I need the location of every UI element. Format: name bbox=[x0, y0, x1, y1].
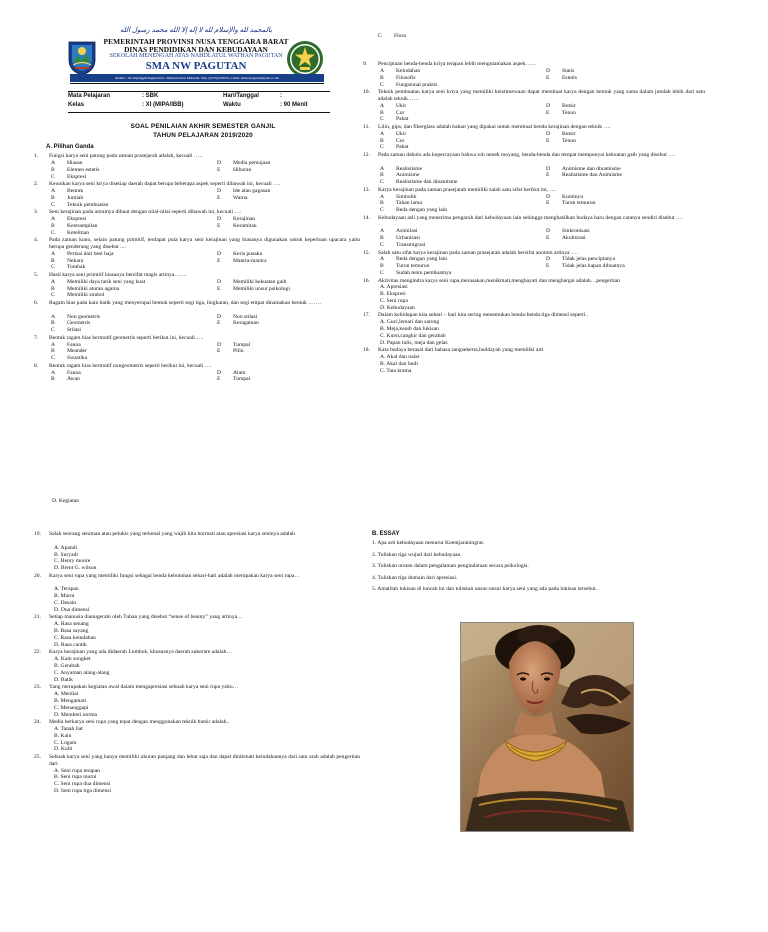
option-letter: D bbox=[217, 159, 222, 166]
option-20-2: C. Desain bbox=[54, 600, 77, 607]
day-value: : bbox=[280, 93, 282, 99]
option-text: Turun temurun bbox=[396, 263, 430, 270]
option-21-3: D. Rasa cantik bbox=[54, 641, 87, 648]
option-23-2: C. Menanggapi bbox=[54, 704, 89, 711]
question-text: Aktivitas mengindra karya seni rupa,merasakan,menikmati,menghayati dan menghargai adalah…pengertian bbox=[378, 277, 620, 284]
option-letter: D bbox=[546, 193, 551, 200]
option-text: Sinkronisasi bbox=[562, 228, 590, 235]
option-letter: E bbox=[546, 235, 550, 242]
option-text: Tumpal bbox=[233, 341, 251, 348]
essay-list bbox=[372, 540, 712, 600]
option-text: Beda dengan yang lain bbox=[396, 207, 448, 214]
option-letter: C bbox=[380, 81, 384, 88]
option-letter: D bbox=[546, 130, 551, 137]
question-text: Yang merupakan kegiatan awal dalam mengapresiasi sebuah karya seni rupa yaitu… bbox=[49, 684, 239, 691]
option-letter: C bbox=[51, 327, 55, 334]
option-20-3: D. Dua dimensi bbox=[54, 606, 90, 613]
option-letter: E bbox=[217, 222, 221, 229]
option-text: Nekara bbox=[67, 257, 84, 264]
option-text: Memiliki aturan agama bbox=[67, 285, 120, 292]
question-number: 24. bbox=[34, 718, 41, 725]
question-text: Penciptaan benda-benda kriya terapan lebih mengutamakan aspek…… bbox=[378, 61, 537, 67]
question-text: Karya kerajinan yang ada didaerah Lombok, khususnya daerah sukerare adalah… bbox=[49, 649, 232, 656]
option-letter: E bbox=[217, 348, 221, 355]
option-letter: B bbox=[51, 222, 55, 229]
option-text: Estetis bbox=[562, 74, 577, 81]
option-letter: C bbox=[380, 144, 384, 151]
question-text: Pada zaman kuno, selain patung primitif, terdapat pula karya seni kerajinan yang biasanya digunakan untuk keperluan upacara yaitu berupa genderang yang disebut .... bbox=[49, 237, 360, 250]
option-19-0: A. Apandi bbox=[54, 544, 77, 551]
option-letter: E bbox=[217, 194, 221, 201]
option-17-0: A. Guci,lemari dan sarung bbox=[380, 319, 440, 326]
option-text: Butsir bbox=[562, 130, 576, 137]
painting-woman-portrait bbox=[461, 623, 634, 832]
option-letter: B bbox=[51, 194, 55, 201]
option-23-3: D. Memberi norma bbox=[54, 711, 98, 718]
class-value: : XI (MIPA/IBB) bbox=[142, 102, 184, 108]
question-number: 25. bbox=[34, 753, 41, 760]
option-letter: E bbox=[546, 109, 550, 116]
option-text: Fauna bbox=[67, 369, 81, 376]
question-text: Setiap manusia dianugerahi oleh Tuhan yang disebut “sense of beauty” yang artinya… bbox=[49, 614, 243, 621]
option-text: Cor bbox=[396, 137, 405, 144]
option-text: Memiliki kekuatan gaib bbox=[233, 278, 287, 285]
option-16-0: A. Apresiasi bbox=[380, 284, 408, 291]
option-letter: D bbox=[217, 187, 222, 194]
option-25-2: C. Seni rupa dua dimensi bbox=[54, 781, 111, 788]
option-letter: A bbox=[51, 341, 56, 348]
question-number: 23. bbox=[34, 684, 41, 691]
option-text: Awan bbox=[67, 376, 80, 383]
option-text: Ukir bbox=[396, 102, 407, 109]
option-letter: D bbox=[217, 369, 222, 376]
essay-question-5: 5. Amatilah lukisan di bawah ini dan tuliskan unsur-unsur karya seni yang ada pada lukisan tersebut. bbox=[372, 586, 597, 592]
question-number: 21. bbox=[34, 614, 41, 621]
section-b-heading: B. ESSAY bbox=[372, 531, 400, 537]
option-text: Pilin bbox=[233, 348, 244, 355]
essay-question-4: 4. Tuliskan tiga domain dari apresiasi. bbox=[372, 574, 458, 581]
option-text: Akulturasi bbox=[562, 235, 586, 242]
option-letter: E bbox=[546, 263, 550, 270]
option-letter: B bbox=[380, 172, 384, 179]
option-text: Sudah tentu pembuatnya bbox=[396, 270, 452, 277]
option-18-2: C. Tata krama bbox=[380, 367, 412, 374]
option-letter: B bbox=[380, 137, 384, 144]
option-letter: A bbox=[51, 187, 56, 194]
question-number: 14. bbox=[363, 214, 370, 221]
questions-column-right bbox=[363, 61, 708, 441]
option-24-2: C. Logam bbox=[54, 739, 77, 746]
option-23-0: A. Menilai bbox=[54, 690, 79, 697]
question-text: Karya kerajinan pada zaman prasejarah memiliki salah satu sifat berikut ini, …. bbox=[378, 186, 557, 193]
option-letter: A bbox=[380, 102, 385, 109]
option-letter: A bbox=[51, 313, 56, 320]
option-24-1: B. Kain bbox=[54, 732, 72, 739]
option-text: Tidak jelas kapan dibuatnya bbox=[562, 263, 625, 270]
option-text: Urbanisasi bbox=[396, 235, 420, 242]
question-text: Hasil karya seni primitif biasanya bersifat magis artinya……. bbox=[49, 271, 187, 278]
option-letter: B bbox=[380, 235, 384, 242]
option-text: Cor bbox=[396, 109, 405, 116]
option-text: Tenun bbox=[562, 137, 576, 144]
question-text: Media berkarya seni rupa yang tepat dengan menggunakan teknik butsir adalah.. bbox=[49, 718, 230, 725]
option-text: Ekspresi bbox=[67, 173, 87, 180]
subject-value: : SBK bbox=[142, 93, 159, 99]
question-text: Fungsi karya seni patung pada zaman prasejarah adalah, kecuali ….. bbox=[49, 153, 203, 159]
option-text: Memiliki unsur psikologi bbox=[233, 285, 290, 292]
option-19-1: B. Suryadi bbox=[54, 551, 78, 558]
class-label: Kelas bbox=[68, 102, 85, 108]
option-25-0: A. Seni rupa terapan bbox=[54, 767, 100, 774]
option-text: Tidak jelas penciptanya bbox=[562, 256, 615, 263]
section-a-heading: A. Pilihan Ganda bbox=[46, 144, 94, 150]
option-text: Fungsional praktis bbox=[396, 81, 438, 88]
option-text: Tumpal bbox=[233, 376, 251, 383]
option-letter: D bbox=[217, 250, 222, 257]
option-22-3: D. Batik bbox=[54, 676, 73, 683]
question-number: 19. bbox=[34, 531, 41, 537]
question-text: Dalam kehidupan kita sehari – hari kita sering menemukan benda-benda tiga dimensi seperti.. bbox=[378, 312, 589, 319]
option-letter: E bbox=[217, 376, 221, 383]
question-text: Bentuk ragam hias bermotif nongeometris seperti berikut ini, kecuali …. bbox=[49, 362, 212, 369]
option-16-1: B. Ekspresi bbox=[380, 291, 406, 298]
option-letter: B bbox=[380, 74, 384, 81]
question-number: 18. bbox=[363, 347, 370, 354]
question-number: 3. bbox=[34, 209, 39, 215]
option-16-2: C. Seni rupa bbox=[380, 298, 408, 305]
option-letter: D bbox=[217, 341, 222, 348]
option-letter: A bbox=[380, 256, 385, 263]
question-number: 11. bbox=[363, 123, 370, 130]
option-text: Kontinyu bbox=[562, 193, 584, 200]
option-text: Geometris bbox=[67, 320, 91, 327]
option-letter: D bbox=[217, 313, 222, 320]
question-number: 4. bbox=[34, 237, 39, 243]
option-text: Mantra-mantra bbox=[233, 257, 267, 264]
option-21-2: C. Rasa keindahan bbox=[54, 634, 96, 641]
option-text: Meander bbox=[67, 348, 87, 355]
option-letter: B bbox=[380, 200, 384, 207]
option-letter: B bbox=[51, 257, 55, 264]
option-24-0: A. Tanah liat bbox=[54, 725, 83, 732]
option-20-1: B. Murni bbox=[54, 593, 75, 600]
day-label: Hari/Tanggal bbox=[223, 93, 259, 99]
header-address: Alamat : Jln. Pejanggik Pagutan Kec. Mataram Kota Mataram, Telp. (0370) 635035, e-mail: smanwpagutan@yahoo.com bbox=[70, 74, 324, 82]
painting-image bbox=[460, 622, 634, 832]
question-number: 20. bbox=[34, 572, 41, 579]
option-letter: C bbox=[51, 292, 55, 299]
option-letter: D bbox=[546, 67, 551, 74]
option-text: Hiburan bbox=[233, 166, 252, 173]
option-letter: A bbox=[51, 250, 56, 257]
option-letter: C bbox=[380, 116, 384, 123]
option-21-0: A. Rasa senang bbox=[54, 621, 89, 628]
header-school-name: SMA NW PAGUTAN bbox=[145, 60, 247, 72]
essay-question-2: 2. Tuliskan tiga wujud dari kebudayaan. bbox=[372, 551, 462, 558]
header-department: DINAS PENDIDIKAN DAN KEBUDAYAAN bbox=[124, 45, 268, 54]
question-number: 17. bbox=[363, 312, 370, 319]
option-letter: A bbox=[51, 215, 56, 222]
option-text: Ekspresi bbox=[67, 215, 87, 222]
option-text: Keragaman bbox=[233, 320, 259, 327]
option-letter: E bbox=[546, 200, 550, 207]
option-text: Teknik pembuatan bbox=[67, 201, 109, 208]
option-text: Realistisme dan dinamisme bbox=[396, 179, 458, 186]
question-number: 7. bbox=[34, 334, 39, 341]
option-text: Stilasi bbox=[67, 327, 81, 334]
option-text: Keindahan bbox=[396, 67, 421, 74]
option-text: Jumlah bbox=[67, 194, 84, 201]
identity-bottom-rule bbox=[68, 112, 330, 113]
essay-question-3: 3. Tuliskan urutan dalam pengalaman pengindaraan secara psikologis. bbox=[372, 563, 529, 569]
question-number: 12. bbox=[363, 151, 370, 158]
option-24-3: D. Kulit bbox=[54, 746, 73, 753]
option-text: Tombak bbox=[67, 264, 86, 271]
option-18-1: B. Akal dan budi bbox=[380, 360, 418, 367]
identity-table bbox=[68, 93, 330, 111]
option-letter: B bbox=[51, 166, 55, 173]
option-letter: C bbox=[51, 201, 55, 208]
option-letter: E bbox=[546, 137, 550, 144]
option-text: Ketelitian bbox=[67, 229, 90, 236]
question-text: Kebudayaan asli yang menerima pengaruh dari kebudayaan lain sehingga menghasilkan budaya baru dengan caranya sendiri disebut …. bbox=[378, 214, 683, 221]
stray-option: D. Kegiatan bbox=[52, 498, 80, 504]
header-rule bbox=[70, 83, 324, 84]
question-number: 2. bbox=[34, 181, 39, 187]
option-text: Ide atau gagasan bbox=[233, 187, 271, 194]
option-letter: E bbox=[217, 285, 221, 292]
option-22-0: A. Kain songket bbox=[54, 656, 91, 663]
option-text: Fauna bbox=[67, 341, 81, 348]
option-letter: A bbox=[51, 159, 56, 166]
option-text: Swastika bbox=[67, 355, 88, 362]
option-letter: D bbox=[217, 215, 222, 222]
option-16-3: D. Kebudayaan bbox=[380, 304, 415, 311]
option-text: Ukir bbox=[396, 130, 407, 137]
option-letter: D bbox=[546, 102, 551, 109]
option-text: Animisme bbox=[396, 172, 420, 179]
question-number: 15. bbox=[363, 249, 370, 256]
option-letter: D bbox=[546, 165, 551, 172]
question-number: 9. bbox=[363, 61, 368, 67]
option-text: Turun temurun bbox=[562, 200, 596, 207]
question-text: Teknik pembuatan karya seni kriya yang memiliki keistimewaan dapat membuat karya dengan bentuk yang sama dalam jumlah lebih dari satu adalah teknik…… bbox=[378, 89, 705, 102]
option-text: Keterampilan bbox=[67, 222, 98, 229]
option-letter: E bbox=[217, 166, 221, 173]
question-text: Kata budaya berasal dari bahasa sangsekerta,buddayah yang memiliki arti bbox=[378, 347, 544, 354]
question-number: 13. bbox=[363, 186, 370, 193]
question-text: Lilin, gips, dan fiberglass adalah bahan yang dipakai untuk membuat benda kerajinan dengan teknik …. bbox=[378, 123, 611, 130]
option-text: Statis bbox=[562, 67, 575, 74]
option-letter: D bbox=[217, 278, 222, 285]
option-text: Transmigrasi bbox=[396, 242, 426, 249]
option-letter: E bbox=[217, 320, 221, 327]
option-text: Realistisme dan Animisme bbox=[562, 172, 622, 179]
question-number: 6. bbox=[34, 299, 39, 306]
option-letter: C bbox=[380, 242, 384, 249]
option-text: Simbolik bbox=[396, 193, 417, 200]
option-text: Non geometris bbox=[67, 313, 101, 320]
question-text: Bentuk ragam hias bermotif geometris seperti berikut ini, kecuali….. bbox=[49, 334, 204, 341]
option-22-1: B. Gerabah bbox=[54, 662, 80, 669]
exam-year: TAHUN PELAJARAN 2019/2020 bbox=[153, 132, 253, 139]
question-text: Ragam hias pada kain batik yang menyerupai bentuk seperti segi tiga, lingkaran, dan segi empat dinamakan bentuk ……. bbox=[49, 299, 321, 306]
option-18-0: A. Akal dan nalar bbox=[380, 354, 420, 361]
option-text: Kerajinan bbox=[233, 215, 256, 222]
option-letter: E bbox=[546, 74, 550, 81]
option-17-3: D. Papan tulis, meja dan gelas bbox=[380, 339, 448, 346]
option-text: Bentuk bbox=[67, 187, 84, 194]
option-letter: B bbox=[51, 348, 55, 355]
question-number: 8. bbox=[34, 362, 39, 369]
option-text: Pahat bbox=[396, 116, 409, 123]
option-letter: C bbox=[380, 270, 384, 277]
option-letter: C bbox=[380, 179, 384, 186]
option-text: Hiasan bbox=[67, 159, 83, 166]
option-text: Warna bbox=[233, 194, 248, 201]
subject-label: Mata Pelajaran bbox=[68, 93, 111, 99]
option-letter: A bbox=[380, 165, 385, 172]
option-letter: B bbox=[51, 320, 55, 327]
option-text: Beda dengan yang lain bbox=[396, 256, 448, 263]
option-letter: E bbox=[217, 257, 221, 264]
option-text: Alam bbox=[233, 369, 246, 376]
option-21-1: B. Rasa sayang bbox=[54, 628, 89, 635]
identity-top-rule bbox=[68, 91, 330, 92]
option-letter: C bbox=[51, 173, 55, 180]
option-text: Keris pusaka bbox=[233, 250, 263, 257]
option-letter: B bbox=[380, 263, 384, 270]
ntb-province-emblem-icon bbox=[66, 40, 98, 76]
option-letter: A bbox=[51, 278, 56, 285]
option-text: Tenun bbox=[562, 109, 576, 116]
letterhead bbox=[66, 26, 330, 86]
question-text: Salah seorang seniman atau pelukis yang terkenal yang wajib kita hormati atau apresiasi karya seninya adalah bbox=[49, 531, 295, 537]
question-text: Salah satu sifat karya kerajinan pada zaman prasejarah adalah bersifat anonim artinya …. bbox=[378, 249, 578, 256]
option-text: Elemen estetis bbox=[67, 166, 100, 173]
option-letter: A bbox=[380, 130, 385, 137]
question-text: Pada zaman dahulu ada kepercayaan bahwa roh nenek moyang, benda-benda dan tempat mempunyai kekuatan gaib yang disebut …. bbox=[378, 151, 676, 158]
option-text: Tahan lama bbox=[396, 200, 422, 207]
option-letter: B bbox=[51, 376, 55, 383]
option-22-2: C. Anyaman alang-alang bbox=[54, 669, 110, 676]
option-letter: A bbox=[380, 193, 385, 200]
option-letter: B bbox=[380, 109, 384, 116]
option-letter: C bbox=[51, 355, 55, 362]
exam-title: SOAL PENILAIAN AKHIR SEMESTER GANJIL bbox=[130, 123, 276, 130]
question-number: 5. bbox=[34, 271, 39, 278]
option-letter: E bbox=[546, 172, 550, 179]
option-text: Pahat bbox=[396, 144, 409, 151]
option-23-1: B. Mengamati bbox=[54, 697, 87, 704]
option-letter: C bbox=[51, 229, 55, 236]
option-text: Asimilasi bbox=[396, 228, 418, 235]
question-number: 10. bbox=[363, 89, 370, 95]
option-text: Filosofis bbox=[396, 74, 416, 81]
option-text: Perisai dari besi baja bbox=[67, 250, 114, 257]
option-25-3: D. Seni rupa tiga dimensi bbox=[54, 788, 112, 795]
option-text: Realistisme bbox=[396, 165, 423, 172]
question-text: Seni kerajinan pada umumya dibuat dengan nilai-nilai seperti dibawah ini, kecuali …. bbox=[49, 209, 242, 215]
option-19-3: D. Brent G. wilson bbox=[54, 565, 97, 572]
option-letter: C bbox=[380, 207, 384, 214]
option-letter: A bbox=[51, 369, 56, 376]
question-text: Sebuah karya seni yang hanya memiliki ukuran panjang dan lebar saja dan dapat dinikmati keindahannya dari satu arah adalah pengertian dari bbox=[49, 753, 360, 767]
option-17-2: C. Kursi,cangkir dan gerabah bbox=[380, 332, 446, 339]
option-text: Memiliki simbol bbox=[67, 292, 105, 299]
option-letter: D bbox=[546, 228, 551, 235]
option-19-2: C. Henry moore bbox=[54, 558, 91, 565]
question-number: 16. bbox=[363, 277, 370, 284]
option-20-0: A. Terapan bbox=[54, 586, 79, 593]
option-text: Keramitan bbox=[233, 222, 257, 229]
arabic-header-line: بالمحمد لله والإسلام لله لا إله إلا الله محمد رسول الله bbox=[119, 26, 273, 34]
option-25-1: B. Seni rupa murni bbox=[54, 774, 97, 781]
question-number: 22. bbox=[34, 649, 41, 656]
question-text: Keunikan karya seni kriya disetiap daerah dapat berupa beberapa aspek seperti dibawah ini, kecuali …. bbox=[49, 181, 281, 187]
option-text: Memiliki daya tarik seni yang kuat bbox=[67, 278, 146, 285]
header-school-long: SEKOLAH MENENGAH ATAS NAHDLATUL WATHAN PAGUTAN bbox=[109, 53, 283, 59]
option-text: Non stilasi bbox=[233, 313, 258, 320]
option-17-1: B. Meja,kendi dan lukisan bbox=[380, 326, 439, 333]
option-letter: A bbox=[380, 67, 385, 74]
option-letter: D bbox=[546, 256, 551, 263]
questions-column-bottom bbox=[34, 531, 364, 831]
option-text: Animisme dan dinamisme bbox=[562, 165, 621, 172]
option-letter: C bbox=[51, 264, 55, 271]
essay-question-1: 1. Apa arti kebudayaan menurut Koentjaraningrat. bbox=[372, 540, 485, 546]
question-text: Karya seni rupa yang memiliki fungsi sebagai benda kebutuhan sehari-hari adalah merupakan karya seni rupa… bbox=[49, 572, 301, 579]
option-letter: A bbox=[380, 228, 385, 235]
option-letter: B bbox=[51, 285, 55, 292]
time-value: : 90 Menit bbox=[280, 102, 308, 108]
question-number: 1. bbox=[34, 153, 39, 159]
time-label: Waktu bbox=[223, 102, 241, 108]
option-text: Media pemujaan bbox=[233, 159, 271, 166]
header-province: PEMERINTAH PROVINSI NUSA TENGGARA BARAT bbox=[103, 37, 289, 46]
option-text: Butsir bbox=[562, 102, 576, 109]
questions-column-left bbox=[34, 153, 364, 443]
